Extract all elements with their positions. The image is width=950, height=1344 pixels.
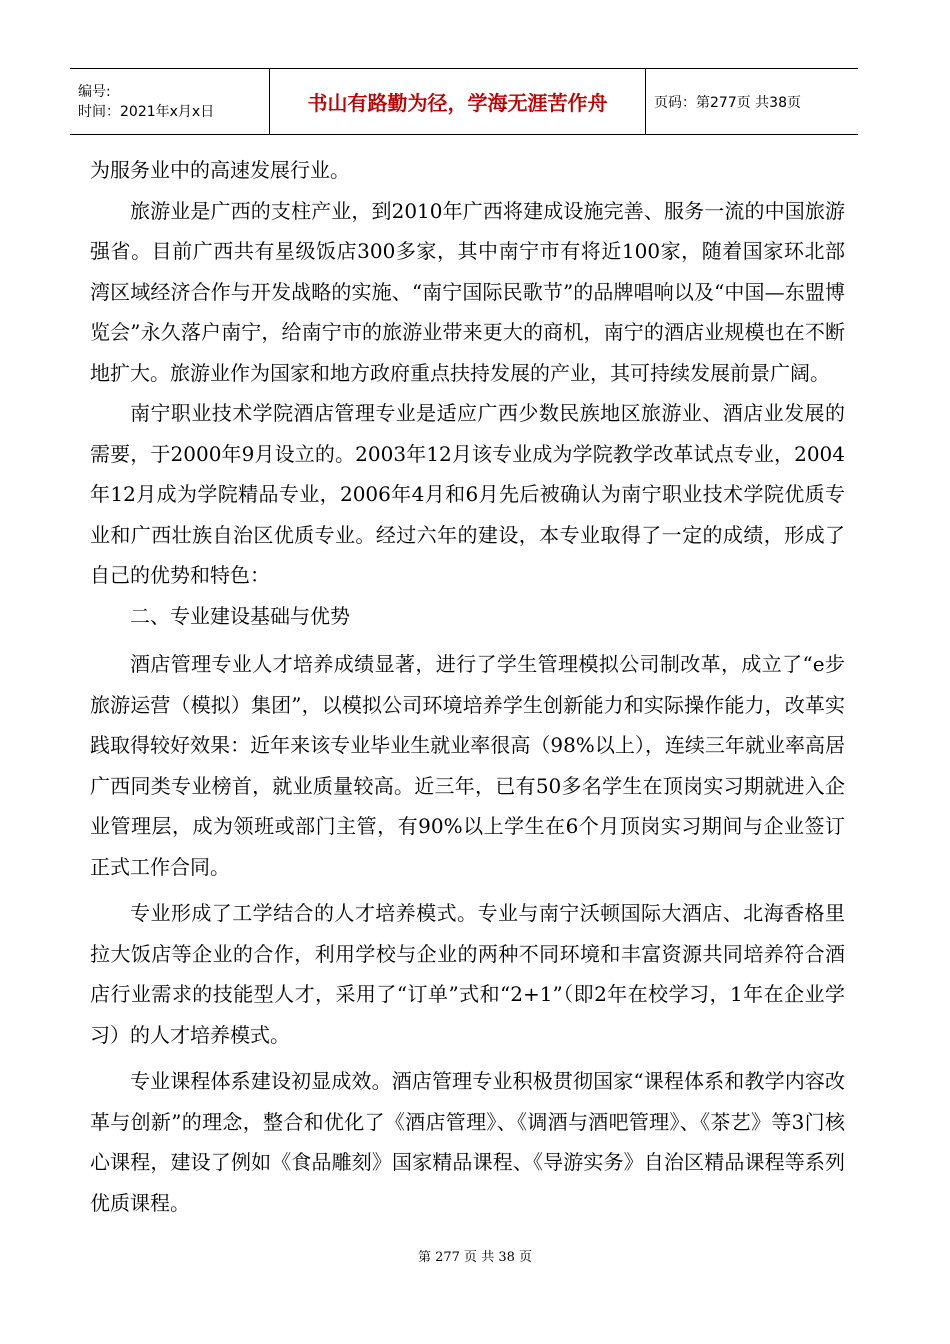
paragraph: 旅游业是广西的支柱产业，到2010年广西将建成设施完善、服务一流的中国旅游强省。目前广西共有星级饭店300多家，其中南宁市有将近100家，随着国家环北部湾区域经济合作与开发战略的实施、“南宁国际民歌节”的品牌唱响以及“中国—东盟博览会”永久落户南宁，给南宁市的旅游业带来更大的商机，南宁的酒店业规模也在不断地扩大。旅游业作为国家和地方政府重点扶持发展的产业，其可持续发展前景广阔。 [90, 198, 845, 385]
header-page-cell [646, 69, 858, 134]
document-body [90, 150, 845, 1223]
time-label: 时间：2021年x月x日 [78, 103, 215, 120]
page-info: 页码：第277页 共38页 [654, 94, 801, 111]
paragraph: 酒店管理专业人才培养成绩显著，进行了学生管理模拟公司制改革，成立了“e步旅游运营（模拟）集团”，以模拟公司环境培养学生创新能力和实际操作能力，改革实践取得较好效果：近年来该专业毕业生就业率很高（98%以上），连续三年就业率高居广西同类专业榜首，就业质量较高。近三年，已有50多名学生在顶岗实习期就进入企业管理层，成为领班或部门主管，有90%以上学生在6个月顶岗实习期间与企业签订正式工作合同。 [90, 652, 845, 879]
paragraph: 专业课程体系建设初显成效。酒店管理专业积极贯彻国家“课程体系和教学内容改革与创新”的理念，整合和优化了《酒店管理》、《调酒与酒吧管理》、《茶艺》等3门核心课程，建设了例如《食品雕刻》国家精品课程、《导游实务》自治区精品课程等系列优质课程。 [90, 1069, 845, 1215]
section-heading: 二、专业建设基础与优势 [130, 603, 350, 628]
motto: 书山有路勤为径，学海无涯苦作舟 [307, 91, 608, 115]
paragraph: 为服务业中的高速发展行业。 [90, 158, 350, 182]
paragraph: 专业形成了工学结合的人才培养模式。专业与南宁沃顿国际大酒店、北海香格里拉大饭店等企业的合作，利用学校与企业的两种不同环境和丰富资源共同培养符合酒店行业需求的技能型人才，采用了“订单”式和“2+1”（即2年在校学习，1年在企业学习）的人才培养模式。 [90, 901, 845, 1047]
page-header [70, 68, 858, 135]
paragraph: 南宁职业技术学院酒店管理专业是适应广西少数民族地区旅游业、酒店业发展的需要，于2000年9月设立的。2003年12月该专业成为学院教学改革试点专业，2004年12月成为学院精品专业，2006年4月和6月先后被确认为南宁职业技术学院优质专业和广西壮族自治区优质专业。经过六年的建设，本专业取得了一定的成绩，形成了自己的优势和特色： [90, 401, 845, 587]
header-motto-cell [270, 69, 646, 134]
page-footer: 第 277 页 共 38 页 [417, 1250, 533, 1265]
header-meta [70, 69, 270, 134]
number-label: 编号: [78, 83, 111, 100]
